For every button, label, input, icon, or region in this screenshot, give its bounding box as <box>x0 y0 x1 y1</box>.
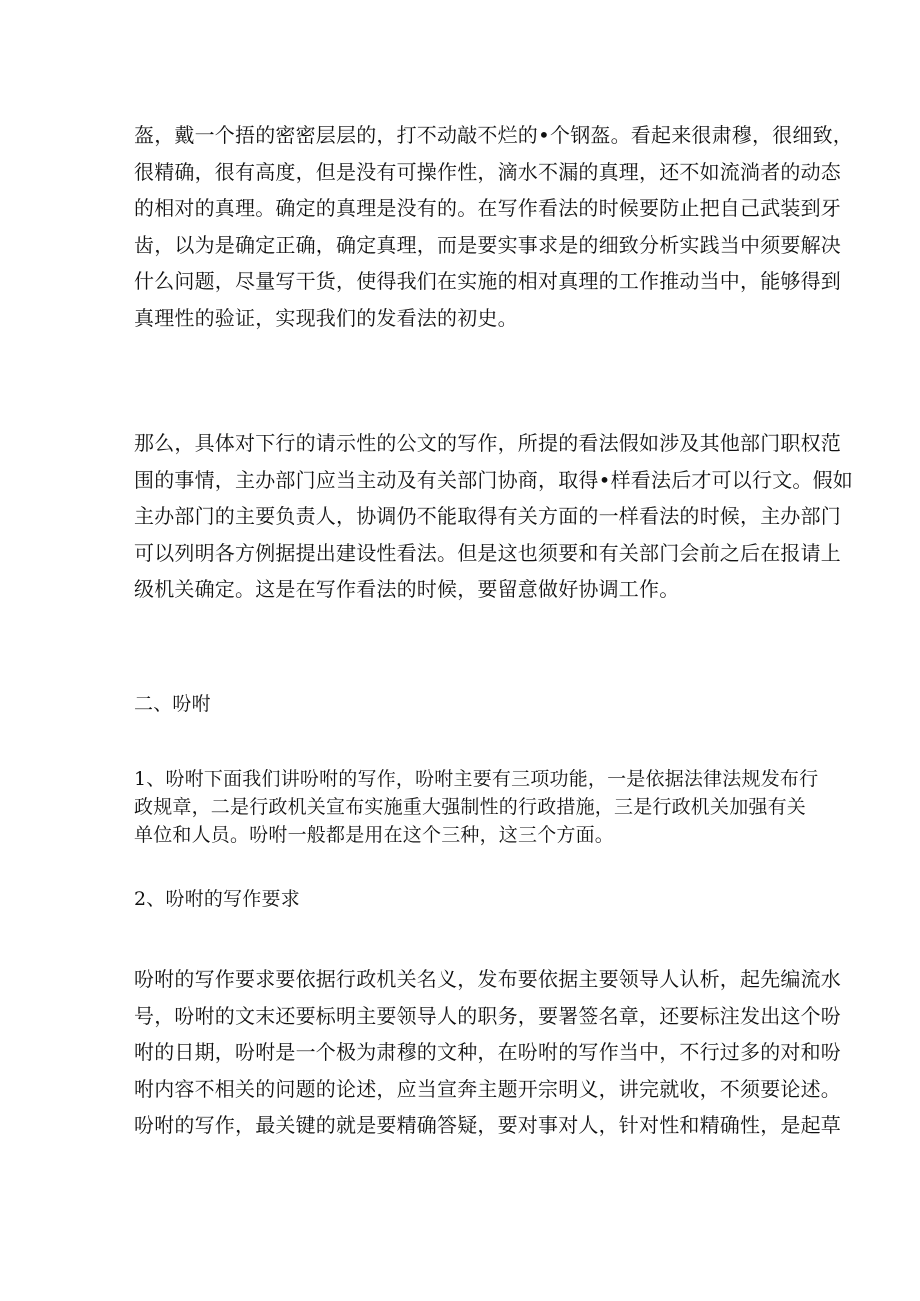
text-line: 级机关确定。这是在写作看法的时候，要留意做好协调工作。 <box>134 577 680 601</box>
paragraph-3 <box>134 765 819 849</box>
text-line: 1、吩咐下面我们讲吩咐的写作，吩咐主要有三项功能，一是依据法律法规发布行 <box>134 768 819 790</box>
section-heading-1: 二、吩咐 <box>134 693 211 715</box>
paragraph-4 <box>134 961 841 1144</box>
text-line: 的相对的真理。确定的真理是没有的。在写作看法的时候要防止把自己武装到牙 <box>134 196 841 220</box>
text-line: 齿，以为是确定正确，确定真理，而是要实事求是的细致分析实践当中须要解决 <box>134 232 841 257</box>
paragraph-2 <box>134 425 853 608</box>
paragraph-1 <box>134 117 853 336</box>
text-line: 主办部门的主要负责人，协调仍不能取得有关方面的一样看法的时候，主办部门 <box>134 504 841 528</box>
section-heading-2: 2、吩咐的写作要求 <box>134 888 300 910</box>
text-line: 很精确，很有高度，但是没有可操作性，滴水不漏的真理，还不如流淌者的动态 <box>134 159 841 184</box>
text-line: 可以列明各方例据提出建设性看法。但是这也须要和有关部门会前之后在报请上 <box>134 540 841 565</box>
text-line: 政规章，二是行政机关宣布实施重大强制性的行政措施，三是行政机关加强有关 <box>134 796 807 818</box>
text-line: 号，吩咐的文末还要标明主要领导人的职务，要署签名章，还要标注发出这个吩 <box>134 1003 841 1028</box>
text-line: 盔，戴一个捂的密密层层的，打不动敲不烂的•个钢盔。看起来很肃穆，很细致， <box>134 123 853 147</box>
text-line: 吩咐的写作要求要依据行政机关名义，发布要依据主要领导人认析，起先编流水 <box>134 967 841 991</box>
text-line: 那么，具体对下行的请示性的公文的写作，所提的看法假如涉及其他部门职权范 <box>134 431 841 455</box>
text-line: 什么问题，尽量写干货，使得我们在实施的相对真理的工作推动当中，能够得到 <box>134 269 841 293</box>
text-line: 吩咐的写作，最关键的就是要精确答疑，要对事对人，针对性和精确性，是起草 <box>134 1113 841 1137</box>
text-line: 咐的日期，吩咐是一个极为肃穆的文种，在吩咐的写作当中，不行过多的对和吩 <box>134 1040 841 1064</box>
text-line: 围的事情，主办部门应当主动及有关部门协商，取得•样看法后才可以行文。假如 <box>134 467 853 492</box>
text-line: 单位和人员。吩咐一般都是用在这个三种，这三个方面。 <box>134 824 615 846</box>
text-line: 真理性的验证，实现我们的发看法的初史。 <box>134 305 518 330</box>
text-line: 咐内容不相关的问题的论述，应当宣奔主题开宗明义，讲完就收，不须要论述。 <box>134 1076 841 1101</box>
